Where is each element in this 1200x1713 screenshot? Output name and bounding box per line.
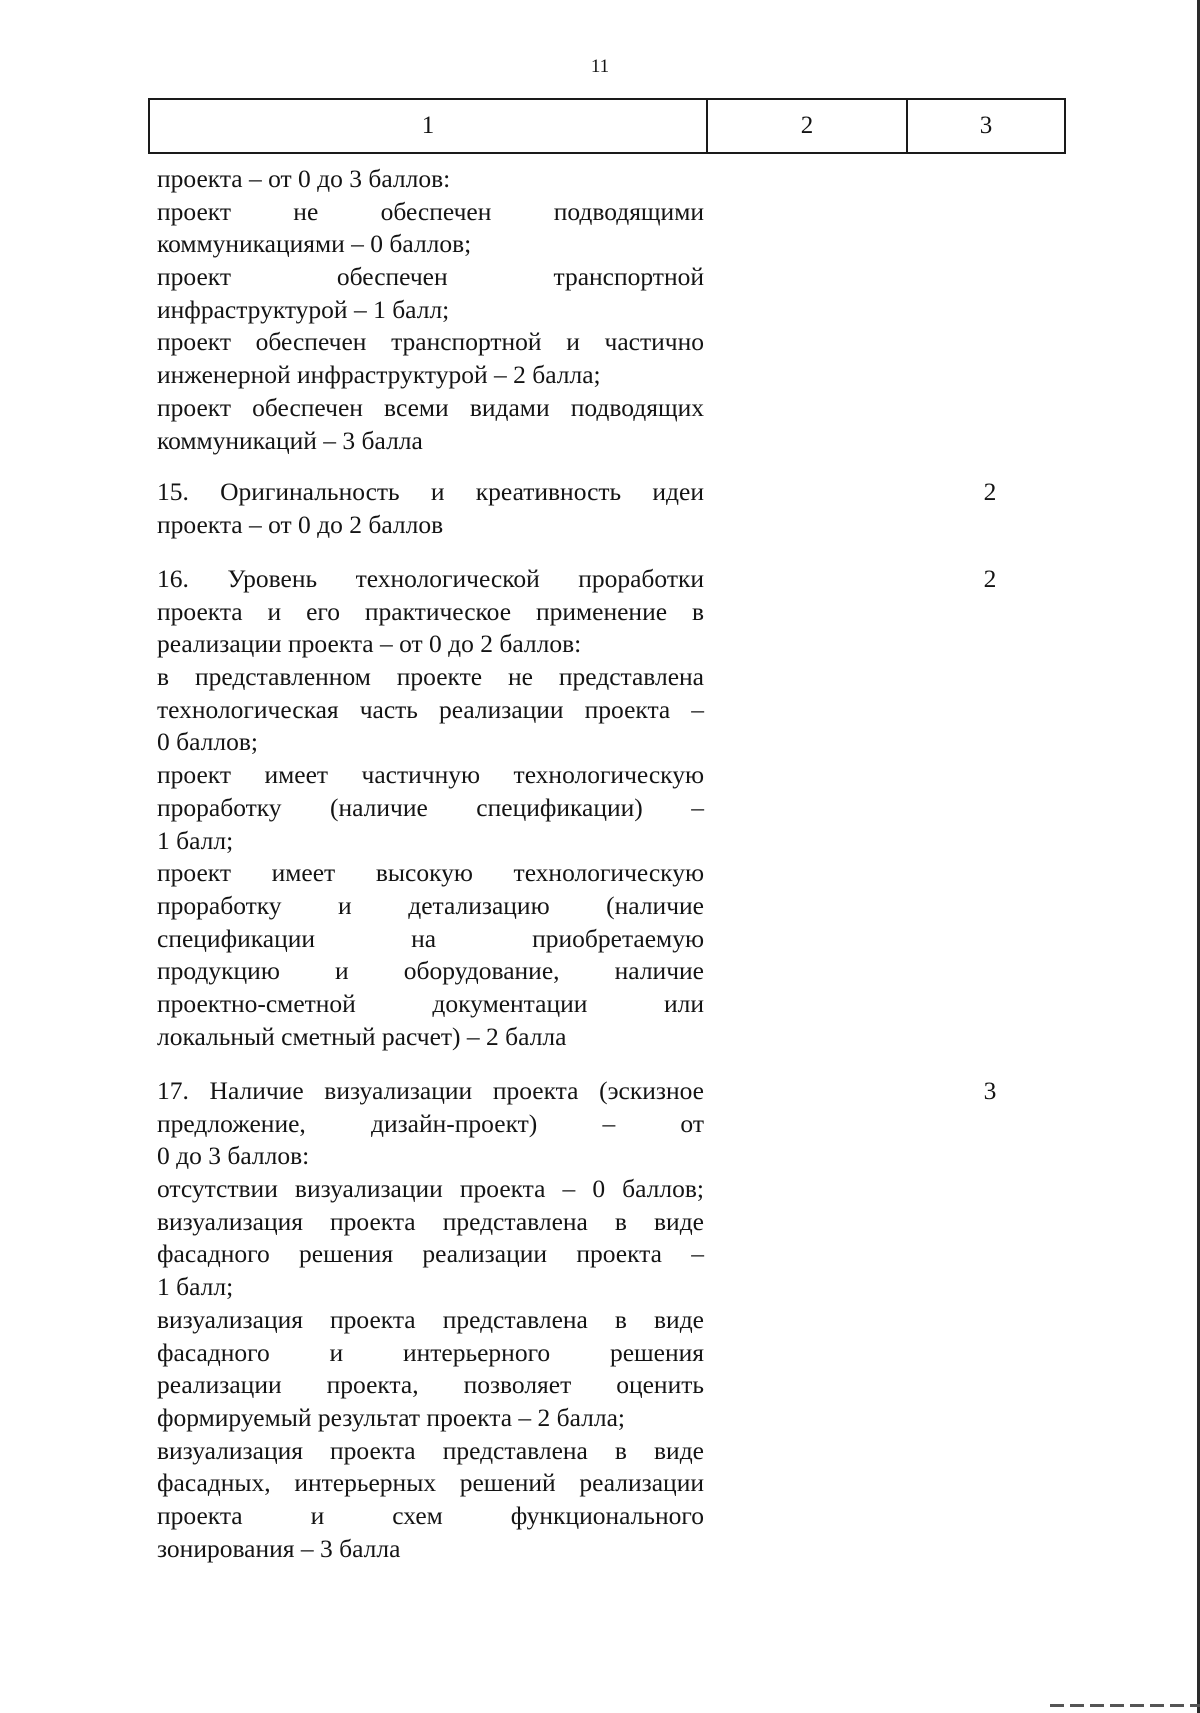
criterion-14-continuation <box>157 163 704 457</box>
text-line: проект имеет частичную технологическую <box>157 760 704 790</box>
column-header-1: 1 <box>149 99 707 153</box>
text-line: 0 до 3 баллов: <box>157 1141 310 1171</box>
text-line: фасадного и интерьерного решения <box>157 1337 704 1367</box>
text-line: отсутствии визуализации проекта – 0 баллов; <box>157 1174 704 1204</box>
scan-bottom-mark <box>1050 1704 1200 1707</box>
text-line: предложение, дизайн-проект) – от <box>157 1108 704 1138</box>
text-line: в представленном проекте не представлена <box>157 662 704 692</box>
text-line: проектно-сметной документации или <box>157 988 704 1018</box>
text-line: визуализация проекта представлена в виде <box>157 1435 704 1465</box>
text-line: технологическая часть реализации проекта – <box>157 694 704 724</box>
text-line: реализации проекта – от 0 до 2 баллов: <box>157 629 582 659</box>
text-line: инфраструктурой – 1 балл; <box>157 294 450 324</box>
criterion-17-score: 3 <box>983 1076 997 1105</box>
text-line: коммуникаций – 3 балла <box>157 425 423 455</box>
text-line: проекта – от 0 до 2 баллов <box>157 509 444 539</box>
criterion-16 <box>157 563 704 1053</box>
criterion-16-score: 2 <box>983 564 997 593</box>
text-line: реализации проекта, позволяет оценить <box>157 1370 704 1400</box>
text-line: проработку (наличие спецификации) – <box>157 792 704 822</box>
criterion-17 <box>157 1075 704 1565</box>
text-line: 1 балл; <box>157 1272 234 1302</box>
text-line: формируемый результат проекта – 2 балла; <box>157 1402 626 1432</box>
text-line: 17. Наличие визуализации проекта (эскизное <box>157 1076 704 1105</box>
text-line: проект имеет высокую технологическую <box>157 858 704 888</box>
text-line: проекта и его практическое применение в <box>157 596 704 626</box>
text-line: проработку и детализацию (наличие <box>157 890 704 920</box>
text-line: 1 балл; <box>157 825 234 855</box>
text-line: коммуникациями – 0 баллов; <box>157 229 472 259</box>
text-line: проект обеспечен транспортной и частично <box>157 327 704 357</box>
page-number: 11 <box>590 56 610 77</box>
text-line: 15. Оригинальность и креативность идеи <box>157 477 704 506</box>
criterion-15 <box>157 476 704 541</box>
text-line: локальный сметный расчет) – 2 балла <box>157 1021 567 1051</box>
text-line: инженерной инфраструктурой – 2 балла; <box>157 360 601 390</box>
column-header-table <box>148 98 1066 154</box>
text-line: фасадных, интерьерных решений реализации <box>157 1468 704 1498</box>
text-line: проекта и схем функционального <box>157 1500 704 1530</box>
criterion-15-score: 2 <box>983 477 997 506</box>
text-line: зонирования – 3 балла <box>157 1533 401 1563</box>
text-line: спецификации на приобретаемую <box>157 923 704 953</box>
text-line: проект обеспечен всеми видами подводящих <box>157 392 704 422</box>
text-line: визуализация проекта представлена в виде <box>157 1304 704 1334</box>
column-header-2: 2 <box>707 99 907 153</box>
text-line: проект обеспечен транспортной <box>157 262 704 292</box>
text-line: 16. Уровень технологической проработки <box>157 564 704 593</box>
text-line: проекта – от 0 до 3 баллов: <box>157 164 451 193</box>
text-line: 0 баллов; <box>157 727 258 757</box>
text-line: фасадного решения реализации проекта – <box>157 1239 704 1269</box>
text-line: продукцию и оборудование, наличие <box>157 956 704 986</box>
text-line: визуализация проекта представлена в виде <box>157 1206 704 1236</box>
text-line: проект не обеспечен подводящими <box>157 196 704 226</box>
column-header-3: 3 <box>907 99 1065 153</box>
